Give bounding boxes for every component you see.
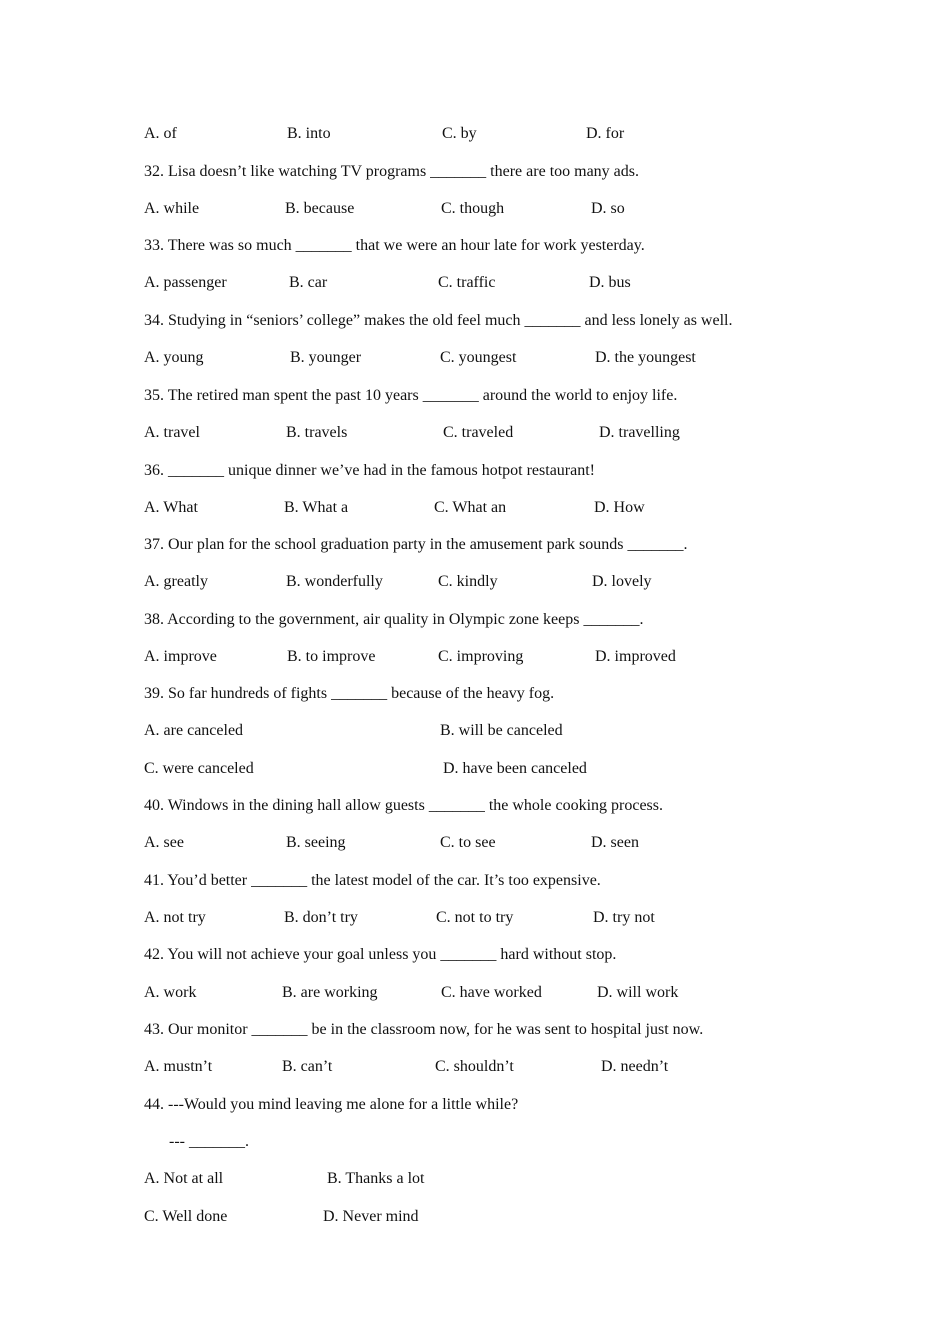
q38-option-c: C. improving	[438, 648, 524, 665]
q37-stem: 37. Our plan for the school graduation party in the amusement park sounds _______.	[144, 536, 688, 553]
q43-option-a: A. mustn’t	[144, 1058, 213, 1075]
q37-option-b: B. wonderfully	[286, 573, 383, 590]
q36-option-a: A. What	[144, 499, 198, 516]
q31-option-d: D. for	[586, 125, 625, 142]
q40-option-d: D. seen	[591, 834, 639, 851]
q42-stem: 42. You will not achieve your goal unless you _______ hard without stop.	[144, 946, 617, 963]
q39-option-b: B. will be canceled	[440, 722, 563, 739]
q37-option-a: A. greatly	[144, 573, 208, 590]
q32-stem: 32. Lisa doesn’t like watching TV programs _______ there are too many ads.	[144, 163, 640, 180]
q44-option-d: D. Never mind	[323, 1208, 419, 1225]
q36-stem: 36. _______ unique dinner we’ve had in the famous hotpot restaurant!	[144, 462, 595, 479]
q41-option-b: B. don’t try	[284, 909, 358, 926]
q38-option-d: D. improved	[595, 648, 676, 665]
q44-stem: 44. ---Would you mind leaving me alone for a little while?	[144, 1096, 519, 1113]
q41-option-d: D. try not	[593, 909, 655, 926]
q35-option-b: B. travels	[286, 424, 348, 441]
q33-stem: 33. There was so much _______ that we were an hour late for work yesterday.	[144, 237, 645, 254]
q35-option-c: C. traveled	[443, 424, 514, 441]
q40-option-a: A. see	[144, 834, 184, 851]
q34-option-d: D. the youngest	[595, 349, 696, 366]
q42-option-c: C. have worked	[441, 984, 542, 1001]
q44-reply: --- _______.	[169, 1133, 249, 1150]
q31-option-b: B. into	[287, 125, 331, 142]
q33-option-a: A. passenger	[144, 274, 227, 291]
q40-option-b: B. seeing	[286, 834, 346, 851]
q31-option-c: C. by	[442, 125, 477, 142]
q33-option-c: C. traffic	[438, 274, 496, 291]
q42-option-d: D. will work	[597, 984, 679, 1001]
q40-option-c: C. to see	[440, 834, 496, 851]
q39-option-d: D. have been canceled	[443, 760, 587, 777]
q40-stem: 40. Windows in the dining hall allow guests _______ the whole cooking process.	[144, 797, 663, 814]
q35-stem: 35. The retired man spent the past 10 years _______ around the world to enjoy life.	[144, 387, 678, 404]
q42-option-a: A. work	[144, 984, 197, 1001]
q32-option-c: C. though	[441, 200, 505, 217]
q31-option-a: A. of	[144, 125, 177, 142]
q44-option-a: A. Not at all	[144, 1170, 224, 1187]
q38-option-b: B. to improve	[287, 648, 376, 665]
q43-option-c: C. shouldn’t	[435, 1058, 514, 1075]
q41-option-a: A. not try	[144, 909, 206, 926]
q44-option-b: B. Thanks a lot	[327, 1170, 425, 1187]
q35-option-a: A. travel	[144, 424, 200, 441]
q38-stem: 38. According to the government, air quality in Olympic zone keeps _______.	[144, 611, 644, 628]
q34-option-c: C. youngest	[440, 349, 517, 366]
q42-option-b: B. are working	[282, 984, 378, 1001]
q37-option-d: D. lovely	[592, 573, 652, 590]
q34-stem: 34. Studying in “seniors’ college” makes the old feel much _______ and less lonely as well.	[144, 312, 733, 329]
q32-option-a: A. while	[144, 200, 200, 217]
q34-option-b: B. younger	[290, 349, 362, 366]
q36-option-b: B. What a	[284, 499, 349, 516]
q35-option-d: D. travelling	[599, 424, 680, 441]
q41-option-c: C. not to try	[436, 909, 514, 926]
q38-option-a: A. improve	[144, 648, 217, 665]
q39-stem: 39. So far hundreds of fights _______ because of the heavy fog.	[144, 685, 555, 702]
q32-option-b: B. because	[285, 200, 355, 217]
q41-stem: 41. You’d better _______ the latest model of the car. It’s too expensive.	[144, 872, 601, 889]
q43-stem: 43. Our monitor _______ be in the classroom now, for he was sent to hospital just now.	[144, 1021, 704, 1038]
q36-option-d: D. How	[594, 499, 645, 516]
q39-option-c: C. were canceled	[144, 760, 254, 777]
q32-option-d: D. so	[591, 200, 625, 217]
q36-option-c: C. What an	[434, 499, 507, 516]
q34-option-a: A. young	[144, 349, 204, 366]
q33-option-d: D. bus	[589, 274, 631, 291]
q43-option-b: B. can’t	[282, 1058, 333, 1075]
q33-option-b: B. car	[289, 274, 328, 291]
q44-option-c: C. Well done	[144, 1208, 228, 1225]
q37-option-c: C. kindly	[438, 573, 498, 590]
q39-option-a: A. are canceled	[144, 722, 244, 739]
q43-option-d: D. needn’t	[601, 1058, 669, 1075]
